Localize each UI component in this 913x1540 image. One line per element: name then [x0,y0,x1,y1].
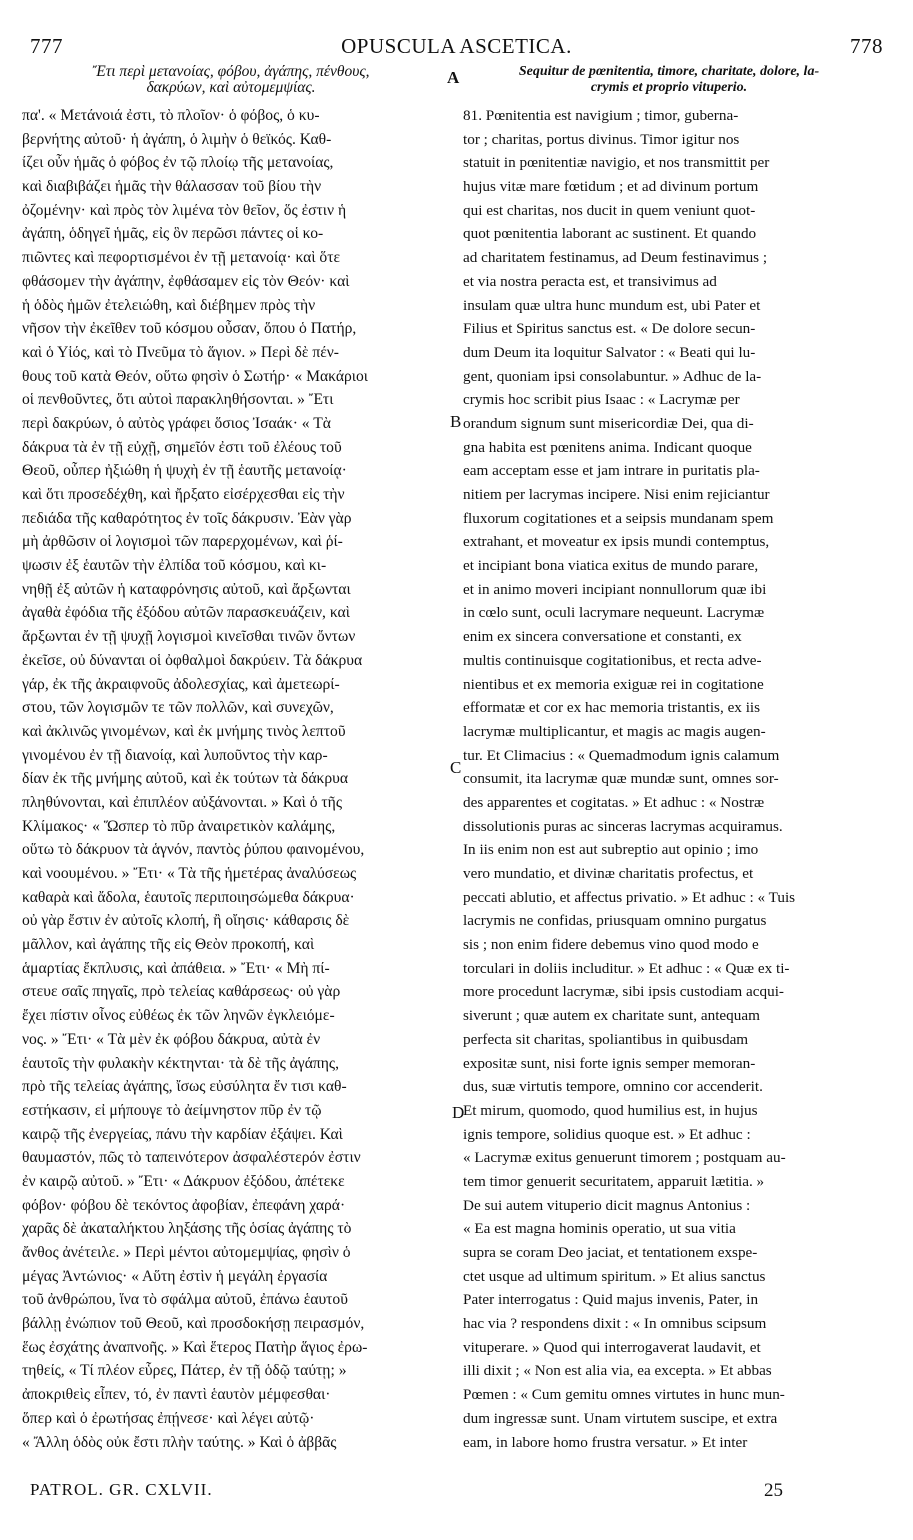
greek-heading-line: Ἔτι περὶ μετανοίας, φόβου, ἀγάπης, πένθους, [92,63,370,80]
greek-text-line: γινομένου ἐν τῇ διανοίᾳ, καὶ λυποῦντος τὴν καρ- [22,746,328,764]
latin-text-line: tur. Et Climacius : « Quemadmodum ignis calamum [463,746,780,764]
latin-text-line: gna habita est pœnitens anima. Indicant quoque [463,438,752,456]
greek-text-line: ίζει οὖν ἡμᾶς ὁ φόβος ἐν τῷ πλοίῳ τῆς μετανοίας, [22,154,334,172]
greek-text-line: ἀποκριθεὶς εἶπεν, τό, ἐν παντὶ ἑαυτὸν μέμφεσθαι· [22,1386,331,1404]
latin-text-line: vero mundatio, et divinæ charitatis profectus, et [463,865,754,882]
latin-text-line: vituperare. » Quod qui interrogaverat laudavit, et [463,1338,761,1356]
greek-text-line: ψωσιν ἐξ ἑαυτῶν τὴν ἐλπίδα τοῦ κόσμου, καὶ κι- [22,557,327,575]
greek-text-line: ἀγάπη, ὁδηγεῖ ἡμᾶς, εἰς ὃν περῶσι πάντες οἱ κο- [22,225,324,243]
latin-text-line: dum ingressæ sunt. Unam virtutem suscipe, et extra [463,1409,778,1427]
greek-text-line: Θεοῦ, οὗπερ ἠξιώθη ἡ ψυχὴ ἐν τῇ ἑαυτῆς μετανοίᾳ· [22,462,347,480]
greek-text-line: νῆσον τὴν ἐκεῖθεν τοῦ κόσμου οὖσαν, ὅπου ὁ Πατήρ, [22,320,357,338]
latin-text-line: in cœlo sunt, oculi lacrymare nequeunt. Lacrymæ [463,604,765,622]
greek-text-line: ἔχει πίστιν οἶνος εὐθέως ἐκ τῶν ληνῶν ἐγκλειόμε- [22,1007,335,1025]
greek-text-line: τηθείς, « Τί πλέον εὗρες, Πάτερ, ἐν τῇ ὁδῷ ταύτῃ; » [22,1362,347,1380]
greek-text-line: μᾶλλον, καὶ ἀγάπης τῆς εἰς Θεὸν προκοπή, καὶ [22,936,315,954]
latin-text-line: multis continuisque cogitationibus, et recta adve- [463,651,762,669]
greek-text-line: φόβον· φόβου δὲ τεκόντος ἀφοβίαν, ἐπεφάνη χαρά· [22,1196,346,1214]
greek-text-line: οἱ πενθοῦντες, ὅτι αὐτοὶ παρακληθήσονται. » Ἔτι [22,391,334,409]
greek-text-line: πιῶντες καὶ πεφορτισμένοι ἐν τῇ μετανοίᾳ· καὶ ὅτε [22,249,341,267]
greek-text-line: στευε σαῖς πηγαῖς, πρὸ τελείας καθάρσεως· οὐ γὰρ [22,983,341,1001]
latin-text-line: supra se coram Deo jaciat, et tentationem exspe- [463,1244,758,1261]
greek-text-line: ἑαυτοῖς τὴν φυλακὴν κέκτηνται· τὰ δὲ τῆς ἀγάπης, [22,1054,339,1072]
greek-text-line: τοῦ ἀνθρώπου, ἵνα τὸ σφάλμα αὐτοῦ, ἐπάνω ἑαυτοῦ [22,1291,348,1309]
greek-text-line: ἁμαρτίας ἔκπλυσις, καὶ ἀπάθεια. » Ἔτι· « Μὴ πί- [22,959,330,977]
page-footer [22,1480,875,1508]
latin-text-line: In iis enim non est aut subreptio aut opinio ; imo [463,841,759,859]
latin-text-line: Pater interrogatus : Quid majus invenis, Pater, in [463,1291,759,1309]
greek-text-line: δάκρυα τὰ ἐν τῇ εὐχῇ, σημεῖόν ἐστι τοῦ ἐλέους τοῦ [22,438,342,456]
greek-text-line: δίαν ἐκ τῆς μνήμης αὐτοῦ, καὶ ἐκ τούτων τὰ δάκρυα [22,770,349,788]
page-number-right: 778 [850,34,883,58]
greek-text-line: καὶ νοουμένου. » Ἔτι· « Τὰ τῆς ἡμετέρας ἀναλύσεως [22,865,357,882]
latin-text-line: ignis tempore, solidius quoque est. » Et adhuc : [463,1125,751,1143]
latin-text-line: eam, in labore homo frustra versatur. » Et inter [463,1433,748,1451]
greek-text-line: καὶ ὁ Υἱός, καὶ τὸ Πνεῦμα τὸ ἅγιον. » Περὶ δὲ πέν- [22,343,339,361]
greek-text-line: ἄνθος ἀνέτειλε. » Περὶ μέντοι αὐτομεμψίας, φησὶν ὁ [22,1244,351,1261]
latin-text-line: consumit, ita lacrymæ quæ mundæ sunt, omnes sor- [463,770,779,788]
greek-text-line: μέγας Ἀντώνιος· « Αὕτη ἐστὶν ἡ μεγάλη ἐργασία [22,1267,328,1285]
section-marker-b: B [450,412,462,431]
greek-text-line: στου, τῶν λογισμῶν τε τῶν πολλῶν, καὶ συνεχῶν, [22,699,334,717]
latin-heading-line: crymis et proprio vituperio. [590,80,748,95]
latin-text-line: et via nostra peracta est, et transivimus ad [463,272,717,290]
greek-text-line: ὅπερ καὶ ὁ ἐρωτήσας ἐπῄνεσε· καὶ λέγει αὐτῷ· [22,1409,315,1427]
latin-text-line: peccati ablutio, et affectus privatio. » Et adhuc : « Tuis [463,888,796,906]
latin-text-line: ad charitatem festinamus, ad Deum festinavimus ; [463,249,768,267]
greek-text-line: οὐ γὰρ ἔστιν ἐν αὐτοῖς κλοπή, ἢ οἴησις· κάθαρσις δὲ [22,912,350,930]
greek-text-line: βάλλῃ ἐνώπιον τοῦ Θεοῦ, καὶ προσδοκήσῃ πειρασμόν, [22,1315,365,1333]
latin-text-line: gent, quoniam ipsi consolabuntur. » Adhuc de la- [463,367,762,385]
latin-text-line: fluxorum cogitationes et a seipsis mundanam spem [463,509,774,527]
latin-text-line: nitiem per lacrymas incipere. Nisi enim rejiciantur [463,486,770,503]
greek-heading [22,64,440,96]
latin-text-line: orandum signum sunt misericordiæ Dei, qua di- [463,414,754,432]
section-marker-c: C [450,758,462,777]
greek-text-line: καθαρὰ καὶ ἄδολα, ἑαυτοῖς περιποιησώμεθα δάκρυα· [22,888,355,906]
latin-text-line: Pœmen : « Cum gemitu omnes virtutes in hunc mun- [463,1386,785,1404]
gathering-number: 25 [764,1480,783,1501]
greek-text-line: εστήκασιν, εἰ μήπουγε τὸ ἀείμνηστον πῦρ ἐν τῷ [22,1101,322,1119]
greek-text [22,104,440,1454]
latin-text-line: et in animo moveri incipiant nonnullorum quæ ibi [463,580,767,598]
latin-text-line: siverunt ; quæ autem ex charitate sunt, antequam [463,1007,760,1025]
latin-text-line: tor ; charitas, portus divinus. Timor igitur nos [463,130,740,148]
greek-text-line: καὶ ἀκλινῶς γινομένων, καὶ ἐκ μνήμης τινὸς λεπτοῦ [22,722,346,740]
greek-text-line: ἐν καιρῷ αὐτοῦ. » Ἔτι· « Δάκρυον ἐξόδου, ἀπέτεκε [22,1172,345,1190]
latin-heading-line: Sequitur de pœnitentia, timore, charitate, dolore, la- [518,64,820,79]
greek-text-line: ὀζομένην· καὶ πρὸς τὸν λιμένα τὸν θεῖον, ὅς ἐστιν ἡ [22,201,347,219]
latin-text-line: hujus vitæ mare fœtidum ; et ad divinum portum [463,178,759,196]
greek-column [22,64,440,1454]
greek-text-line: « Ἄλλη ὁδὸς οὐκ ἔστι πλὴν ταύτης. » Καὶ ὁ ἀββᾶς [22,1433,337,1451]
latin-heading [463,64,875,96]
greek-text-line: πεδιάδα τῆς καθαρότητος ἐν τοῖς δάκρυσιν. Ἐὰν γὰρ [22,509,352,527]
section-marker-a: A [447,68,460,87]
latin-text-line: « Lacrymæ exitus genuerunt timorem ; postquam au- [463,1149,786,1167]
section-marker-d: D [452,1103,465,1122]
latin-text-line: torculari in doliis includitur. » Et adhuc : « Quæ ex ti- [463,959,790,977]
page-number-left: 777 [30,34,63,58]
latin-text-line: efformatæ et cor ex hac memoria tristantis, ex iis [463,699,761,717]
latin-text-line: ctet usque ad ultimum spiritum. » Et alius sanctus [463,1267,766,1285]
greek-text-line: βερνήτης αὐτοῦ· ἡ ἀγάπη, ὁ λιμὴν ὁ θεϊκός. Καθ- [22,130,332,148]
greek-text-line: νος. » Ἔτι· « Τὰ μὲν ἐκ φόβου δάκρυα, αὐτὰ ἐν [22,1030,321,1048]
latin-text-line: perfecta sit charitas, spoliantibus in quibusdam [463,1030,749,1048]
latin-text-line: Et mirum, quomodo, quod humilius est, in hujus [463,1101,758,1119]
latin-text-line: more procedunt lacrymæ, sibi ipsis custodiam acqui- [463,983,784,1001]
greek-text-line: μὴ ἀρθῶσιν οἱ λογισμοὶ τῶν παρερχομένων, καὶ ῥί- [22,533,343,551]
latin-text-line: Filius et Spiritus sanctus est. « De dolore secun- [463,320,756,338]
greek-heading-line: δακρύων, καὶ αὐτομεμψίας. [146,79,316,96]
latin-text-line: 81. Pœnitentia est navigium ; timor, guberna- [463,107,739,124]
latin-text-line: enim ex sincera conversatione et constanti, ex [463,628,742,646]
greek-text-line: φθάσομεν τὴν ἀγάπην, ἐφθάσαμεν εἰς τὸν Θεόν· καὶ [22,272,350,290]
greek-text-line: χαρᾶς δὲ ἀκαταλήκτου ληξάσης τῆς ὁσίας ἀγάπης τὸ [22,1220,352,1238]
latin-text-line: eam acceptam esse et jam intrare in puritatis pla- [463,462,760,480]
greek-text-line: ἀγαθὰ ἐφόδια τῆς ἐξόδου αὐτῶν παρασκευάζειν, καὶ [22,604,350,622]
latin-text-line: illi dixit ; « Non est alia via, ea excepta. » Et abbas [463,1362,772,1380]
running-title: OPUSCULA ASCETICA. [341,34,572,58]
latin-text-line: statuit in pœnitentiæ navigio, et nos transmittit per [463,154,770,172]
latin-text-line: De sui autem vituperio dicit magnus Antonius : [463,1196,751,1214]
greek-text-line: θαυμαστόν, πῶς τὸ ταπεινότερον ἀσφαλέστερόν ἐστιν [22,1149,361,1167]
greek-text-line: ἐκεῖσε, οὐ δύνανται οἱ ὀφθαλμοὶ δακρύειν. Τὰ δάκρυα [22,651,363,669]
greek-text-line: θους τοῦ κατὰ Θεόν, οὕτω φησὶν ὁ Σωτήρ· « Μακάριοι [22,367,368,385]
greek-text-line: καὶ ὅτι προσεδέχθη, καὶ ἤρξατο εἰσέρχεσθαι εἰς τὴν [22,486,345,503]
greek-text-line: ἕως ἐσχάτης ἀναπνοῆς. » Καὶ ἕτερος Πατὴρ ἅγιος ἐρω- [22,1338,368,1356]
latin-text-line: et incipiant bona viatica exitus de mundo parare, [463,557,759,575]
latin-text-line: lacrymæ multiplicantur, et magis ac magis augen- [463,722,766,740]
greek-text-line: πρὸ τῆς τελείας ἀγάπης, ἴσως εὐσύλητα ἔν τισι καθ- [22,1078,347,1096]
latin-text-line: des apparentes et cogitatas. » Et adhuc : « Nostræ [463,793,765,811]
latin-text-line: dissolutionis puras ac sinceras lacrymas acquiramus. [463,817,783,835]
latin-text-line: sis ; non enim fidere debemus vino quod modo e [463,936,759,954]
latin-text-line: expositæ sunt, nisi forte ignis semper memoran- [463,1054,756,1072]
greek-text-line: ἡ ὁδὸς ἡμῶν ἐτελειώθη, καὶ διέβημεν πρὸς τὴν [22,296,316,314]
greek-text-line: Κλίμακος· « Ὥσπερ τὸ πῦρ ἀναιρετικὸν καλάμης, [22,817,336,835]
latin-text-line: quot pœnitentia laborant ac sustinent. Et quando [463,225,757,243]
latin-text-line: dus, suæ virtutis tempore, omnino cor accenderit. [463,1078,763,1096]
greek-text-line: ἄρξωνται ἐν τῇ ψυχῇ λογισμοὶ κινεῖσθαι τινῶν ὄντων [22,628,356,646]
latin-text-line: qui est charitas, nos ducit in quem veniunt quot- [463,201,756,219]
greek-text-line: πληθύνονται, καὶ ἐπιπλέον αὐξάνονται. » Καὶ ὁ τῆς [22,793,342,811]
page-header [30,34,883,64]
greek-text-line: νηθῇ ἐξ αὐτῶν ἡ καταφρόνησις αὐτοῦ, καὶ ἄρξωνται [22,580,351,598]
latin-text-line: hac via ? respondens dixit : « In omnibus scipsum [463,1315,767,1333]
latin-text-line: insulam quæ ultra hunc mundum est, ubi Pater et [463,296,761,314]
greek-text-line: οὕτω τὸ δάκρυον τὰ ἁγνόν, παντὸς ῥύπου φαινομένου, [22,841,365,859]
greek-text-line: καὶ διαβιβάζει ἡμᾶς τὴν θάλασσαν τοῦ βίου τὴν [22,178,322,196]
latin-text-line: crymis hoc scribit pius Isaac : « Lacrymæ per [463,391,740,409]
latin-text-line: nientibus et ex memoria exiguæ rei in cogitatione [463,675,764,693]
latin-text [463,104,875,1454]
greek-text-line: πα'. « Μετάνοιά ἐστι, τὸ πλοῖον· ὁ φόβος, ὁ κυ- [22,107,320,124]
signature-mark: PATROL. GR. CXLVII. [30,1480,213,1499]
greek-text-line: γάρ, ἐκ τῆς ἀκραιφνοῦς ἀδολεσχίας, καὶ ἀμετεωρί- [22,675,340,693]
latin-text-line: extrahant, et moveatur ex ipsis mundi contemptus, [463,533,770,551]
greek-text-line: καιρῷ τῆς ἐνεργείας, πάνυ τὴν καρδίαν ἐξάψει. Καὶ [22,1125,343,1143]
latin-text-line: tem timor genuerit securitatem, apparuit lætitia. » [463,1172,765,1190]
latin-text-line: « Ea est magna hominis operatio, ut sua vitia [463,1220,736,1238]
latin-text-line: lacrymis ne confidas, priusquam omnino purgatus [463,912,767,930]
greek-text-line: περὶ δακρύων, ὁ αὐτὸς γράφει ὅσιος Ἰσαάκ· « Τὰ [22,414,331,432]
latin-column [463,64,875,1454]
latin-text-line: dum Deum ita loquitur Salvator : « Beati qui lu- [463,343,756,361]
